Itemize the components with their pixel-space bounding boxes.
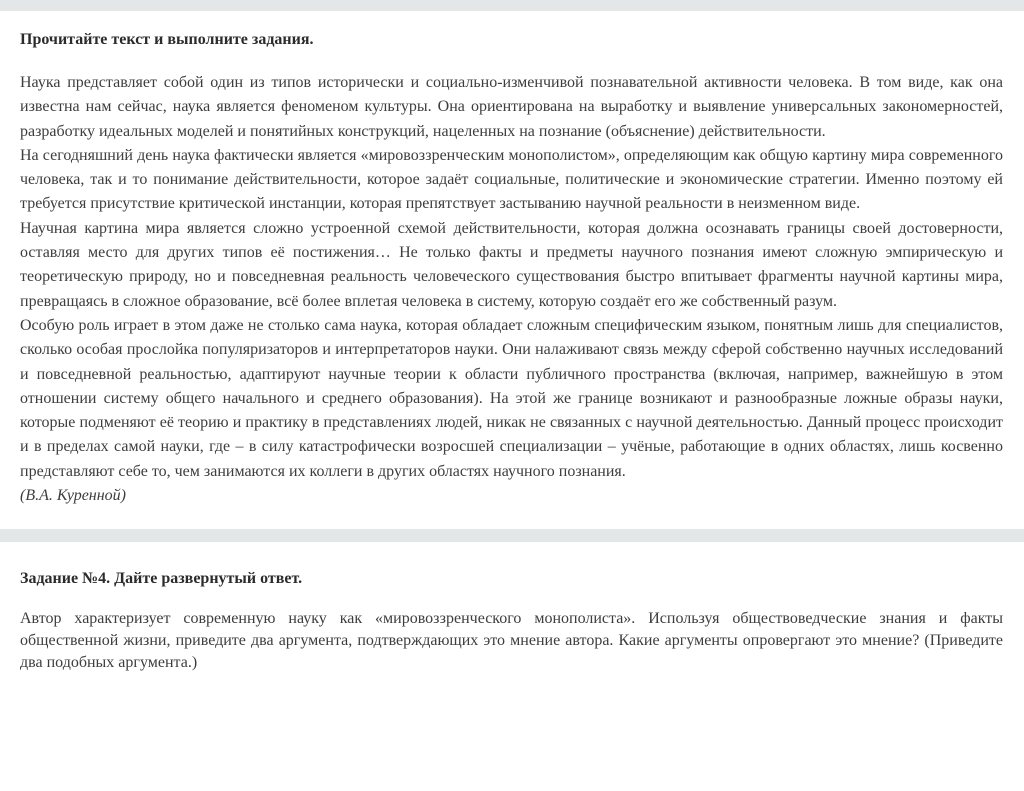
text-paragraph-4: Особую роль играет в этом даже не столько сама наука, которая обладает сложным специфическим языком, понятным лишь для специалистов, сколько особая прослойка популяризаторов и интерпретаторов науки. Они налаживают связь между сферой собственно научных исследований и повседневной реальностью, адаптируют научные теории к области публичного пространства (включая, например, важнейшую в этом отношении систему общего начального и среднего образования). На этой же границе возникают и разнообразные ложные образы науки, которые подменяют её теорию и практику в представлениях людей, никак не связанных с научной деятельностью. Данный процесс происходит и в пределах самой науки, где – в силу катастрофически возросшей специализации – учёные, работающие в одних областях, лишь косвенно представляют себе то, чем занимаются их коллеги в других областях научного познания. (20, 316, 1003, 480)
instruction-heading: Прочитайте текст и выполните задания. (20, 31, 314, 48)
task-heading: Задание №4. Дайте развернутый ответ. (20, 570, 303, 588)
author-attribution: (В.А. Куренной) (20, 487, 127, 505)
text-paragraph-2: На сегодняшний день наука фактически является «мировоззренческим монополистом», определяющим как общую картину мира современного человека, так и то понимание действительности, которое задаёт социальные, политические и экономические стратегии. Именно поэтому ей требуется присутствие критической инстанции, которая препятствует застыванию научной реальности в неизменном виде. (20, 146, 1003, 213)
reading-text-section (0, 30, 1024, 508)
task-body-text: Автор характеризует современную науку как «мировоззренческого монополиста». Используя обществоведческие знания и факты общественной жизни, приведите два аргумента, подтверждающих это мнение автора. Какие аргументы опровергают это мнение? (Приведите два подобных аргумента.) (20, 610, 1003, 671)
task-section (0, 569, 1024, 673)
text-paragraph-3: Научная картина мира является сложно устроенной схемой действительности, которая должна осознавать границы своей достоверности, оставляя место для других типов её постижения… Не только факты и предметы научного познания имеют сложную эмпирическую и теоретическую природу, но и повседневная реальность человеческого существования быстро впитывает фрагменты научной картины мира, превращаясь в сложное образование, всё более вплетая человека в систему, которую создаёт его же собственный разум. (20, 219, 1003, 310)
section-divider-bar (0, 529, 1024, 542)
top-divider-bar (0, 0, 1024, 11)
text-paragraph-1: Наука представляет собой один из типов исторически и социально-изменчивой познавательной активности человека. В том виде, как она известна нам сейчас, наука является феноменом культуры. Она ориентирована на выработку и выявление универсальных закономерностей, разработку идеальных моделей и понятийных конструкций, нацеленных на познание (объяснение) действительности. (20, 74, 1003, 140)
reading-text-block (20, 71, 1003, 508)
